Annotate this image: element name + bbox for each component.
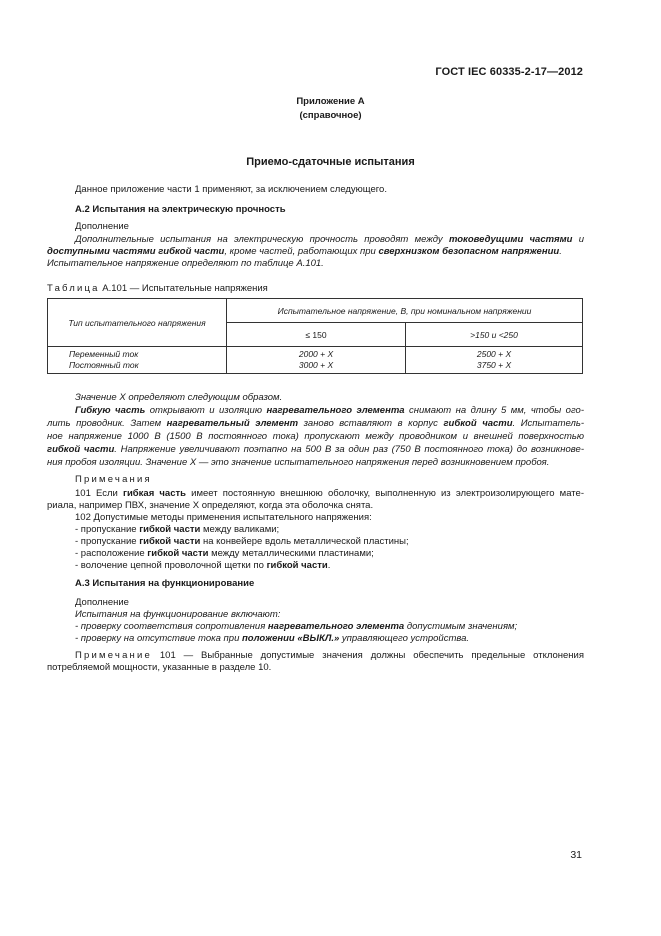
page-number: 31	[570, 849, 582, 861]
note-101-text-end: имеет постоянную внешнюю оболочку, выполненную из электроизолирующего мате-	[185, 488, 584, 499]
note-text: 101 — Выбранные допустимые значения должны обеспечить предельные отклонения	[152, 650, 584, 661]
table-header-type: Тип испытательного напряжения	[48, 299, 227, 347]
method-4-text-end: .	[327, 560, 331, 571]
a2-l1-text: Дополнительные испытания на электрическую прочность проводят между	[75, 234, 449, 245]
note-label: Примечание	[75, 650, 152, 661]
notes-heading: Примечания	[75, 474, 152, 485]
method-item-4	[75, 560, 330, 572]
xdef-line-2	[75, 405, 584, 417]
a3-l3-term: положении «ВЫКЛ.»	[242, 633, 340, 644]
note-101-term: гибкая часть	[123, 488, 186, 499]
xdef-l5-text: . Напряжение увеличивают поэтапно на 500 В за один раз (750 В постоянного тока) до возникнове-	[114, 444, 584, 455]
note-101-final-line-2: потребляемой мощности, указанные в разделе 10.	[47, 662, 272, 673]
xdef-l3-text-end: . Испытатель-	[512, 418, 584, 429]
section-a2-heading: А.2 Испытания на электрическую прочность	[75, 204, 286, 215]
annex-title: Приложение А	[296, 96, 365, 107]
method-1-text: - пропускание	[75, 524, 140, 535]
a3-l2-text-end: допустимым значениям;	[404, 621, 518, 632]
a2-l2-term: доступными частями гибкой части	[47, 246, 225, 257]
a2-line-2	[47, 246, 562, 258]
xdef-line-3	[47, 418, 584, 430]
a3-l3-text-end: управляющего устройства.	[339, 633, 470, 644]
xdef-line-6: ния пробоя изоляции. Значение X — это значение испытательного напряжения перед возникновением пробоя.	[47, 457, 550, 468]
xdef-line-4: ное напряжение 1000 В (1500 В постоянного тока) пропускают между проводником и внешней поверхностью	[47, 431, 584, 442]
table-cell-v1	[227, 347, 406, 374]
table-cell-v2	[406, 347, 583, 374]
method-4-text: - волочение цепной проволочной щетки по	[75, 560, 267, 571]
note-101-line-1	[75, 488, 584, 500]
table-subheader-2: >150 и <250	[406, 323, 583, 347]
a2-l2-term-2: сверхнизком безопасном напряжении	[378, 246, 560, 257]
row-ac-v1: 2000 + X	[298, 349, 334, 359]
test-voltage-table	[47, 298, 583, 374]
a3-line-1: Испытания на функционирование включают:	[75, 609, 281, 620]
page-title: Приемо-сдаточные испытания	[246, 156, 415, 168]
method-item-2	[75, 536, 409, 548]
method-2-text-end: на конвейере вдоль металлической пластины;	[200, 536, 409, 547]
table-subheader-1: ≤ 150	[227, 323, 406, 347]
table-caption	[47, 283, 268, 294]
a2-l2-text-end: .	[559, 246, 562, 257]
section-a3-heading: А.3 Испытания на функционирование	[75, 578, 255, 589]
table-caption-text: А.101 — Испытательные напряжения	[99, 283, 268, 294]
a2-addition-label: Дополнение	[75, 221, 129, 232]
a3-line-2	[75, 621, 517, 633]
row-dc-v1: 3000 + X	[298, 360, 334, 370]
annex-type: (справочное)	[299, 110, 362, 121]
note-102: 102 Допустимые методы применения испытательного напряжения:	[75, 512, 372, 523]
table-header-group: Испытательное напряжение, В, при номинальном напряжении	[227, 299, 583, 323]
method-3-text-end: между металлическими пластинами;	[208, 548, 374, 559]
xdef-line-1: Значение X определяют следующим образом.	[75, 392, 283, 403]
intro-text: Данное приложение части 1 применяют, за исключением следующего.	[75, 184, 387, 195]
method-1-text-end: между валиками;	[200, 524, 280, 535]
row-ac-v2: 2500 + X	[476, 349, 512, 359]
a3-addition-label: Дополнение	[75, 597, 129, 608]
a3-l3-text: - проверку на отсутствие тока при	[75, 633, 242, 644]
xdef-l5-term: гибкой части	[47, 444, 115, 455]
note-101-final-line-1	[75, 650, 584, 662]
xdef-l3-term-2: гибкой части	[443, 418, 513, 429]
row-dc-v2: 3750 + X	[476, 360, 512, 370]
a3-l2-text: - проверку соответствия сопротивления	[75, 621, 268, 632]
a2-l1-term: токоведущими частями	[448, 234, 573, 245]
xdef-l2-text-end: снимают на длину 5 мм, чтобы ого-	[404, 405, 584, 416]
a2-l1-text-end: и	[572, 234, 585, 245]
method-3-term: гибкой части	[147, 548, 209, 559]
a2-line-3: Испытательное напряжение определяют по таблице А.101.	[47, 258, 324, 269]
note-101-text: 101 Если	[75, 488, 123, 499]
table-cell-types	[48, 347, 227, 374]
method-1-term: гибкой части	[139, 524, 201, 535]
method-item-3	[75, 548, 374, 560]
xdef-l2-term: Гибкую часть	[75, 405, 146, 416]
method-2-term: гибкой части	[139, 536, 201, 547]
table-caption-label: Таблица	[47, 283, 100, 294]
a3-l2-term: нагревательного элемента	[267, 621, 405, 632]
method-4-term: гибкой части	[266, 560, 328, 571]
xdef-l2-term-2: нагревательного элемента	[266, 405, 405, 416]
row-ac-type: Переменный ток	[69, 349, 139, 359]
xdef-l3-term: нагревательный элемент	[166, 418, 299, 429]
method-item-1	[75, 524, 279, 536]
xdef-l2-text: открывают и изоляцию	[145, 405, 267, 416]
a2-line-1	[75, 234, 584, 246]
xdef-l3-text-2: заново вставляют в корпус	[298, 418, 444, 429]
xdef-line-5	[47, 444, 584, 456]
row-dc-type: Постоянный ток	[69, 360, 139, 370]
method-2-text: - пропускание	[75, 536, 140, 547]
method-3-text: - расположение	[75, 548, 148, 559]
xdef-l3-text: лить проводник. Затем	[47, 418, 167, 429]
standard-header: ГОСТ IEC 60335-2-17—2012	[435, 66, 583, 78]
annex-heading	[0, 95, 661, 123]
a2-l2-text: , кроме частей, работающих при	[224, 246, 379, 257]
note-101-line-2: риала, например ПВХ, значение X определяют, когда эта оболочка снята.	[47, 500, 374, 511]
a3-line-3	[75, 633, 469, 645]
